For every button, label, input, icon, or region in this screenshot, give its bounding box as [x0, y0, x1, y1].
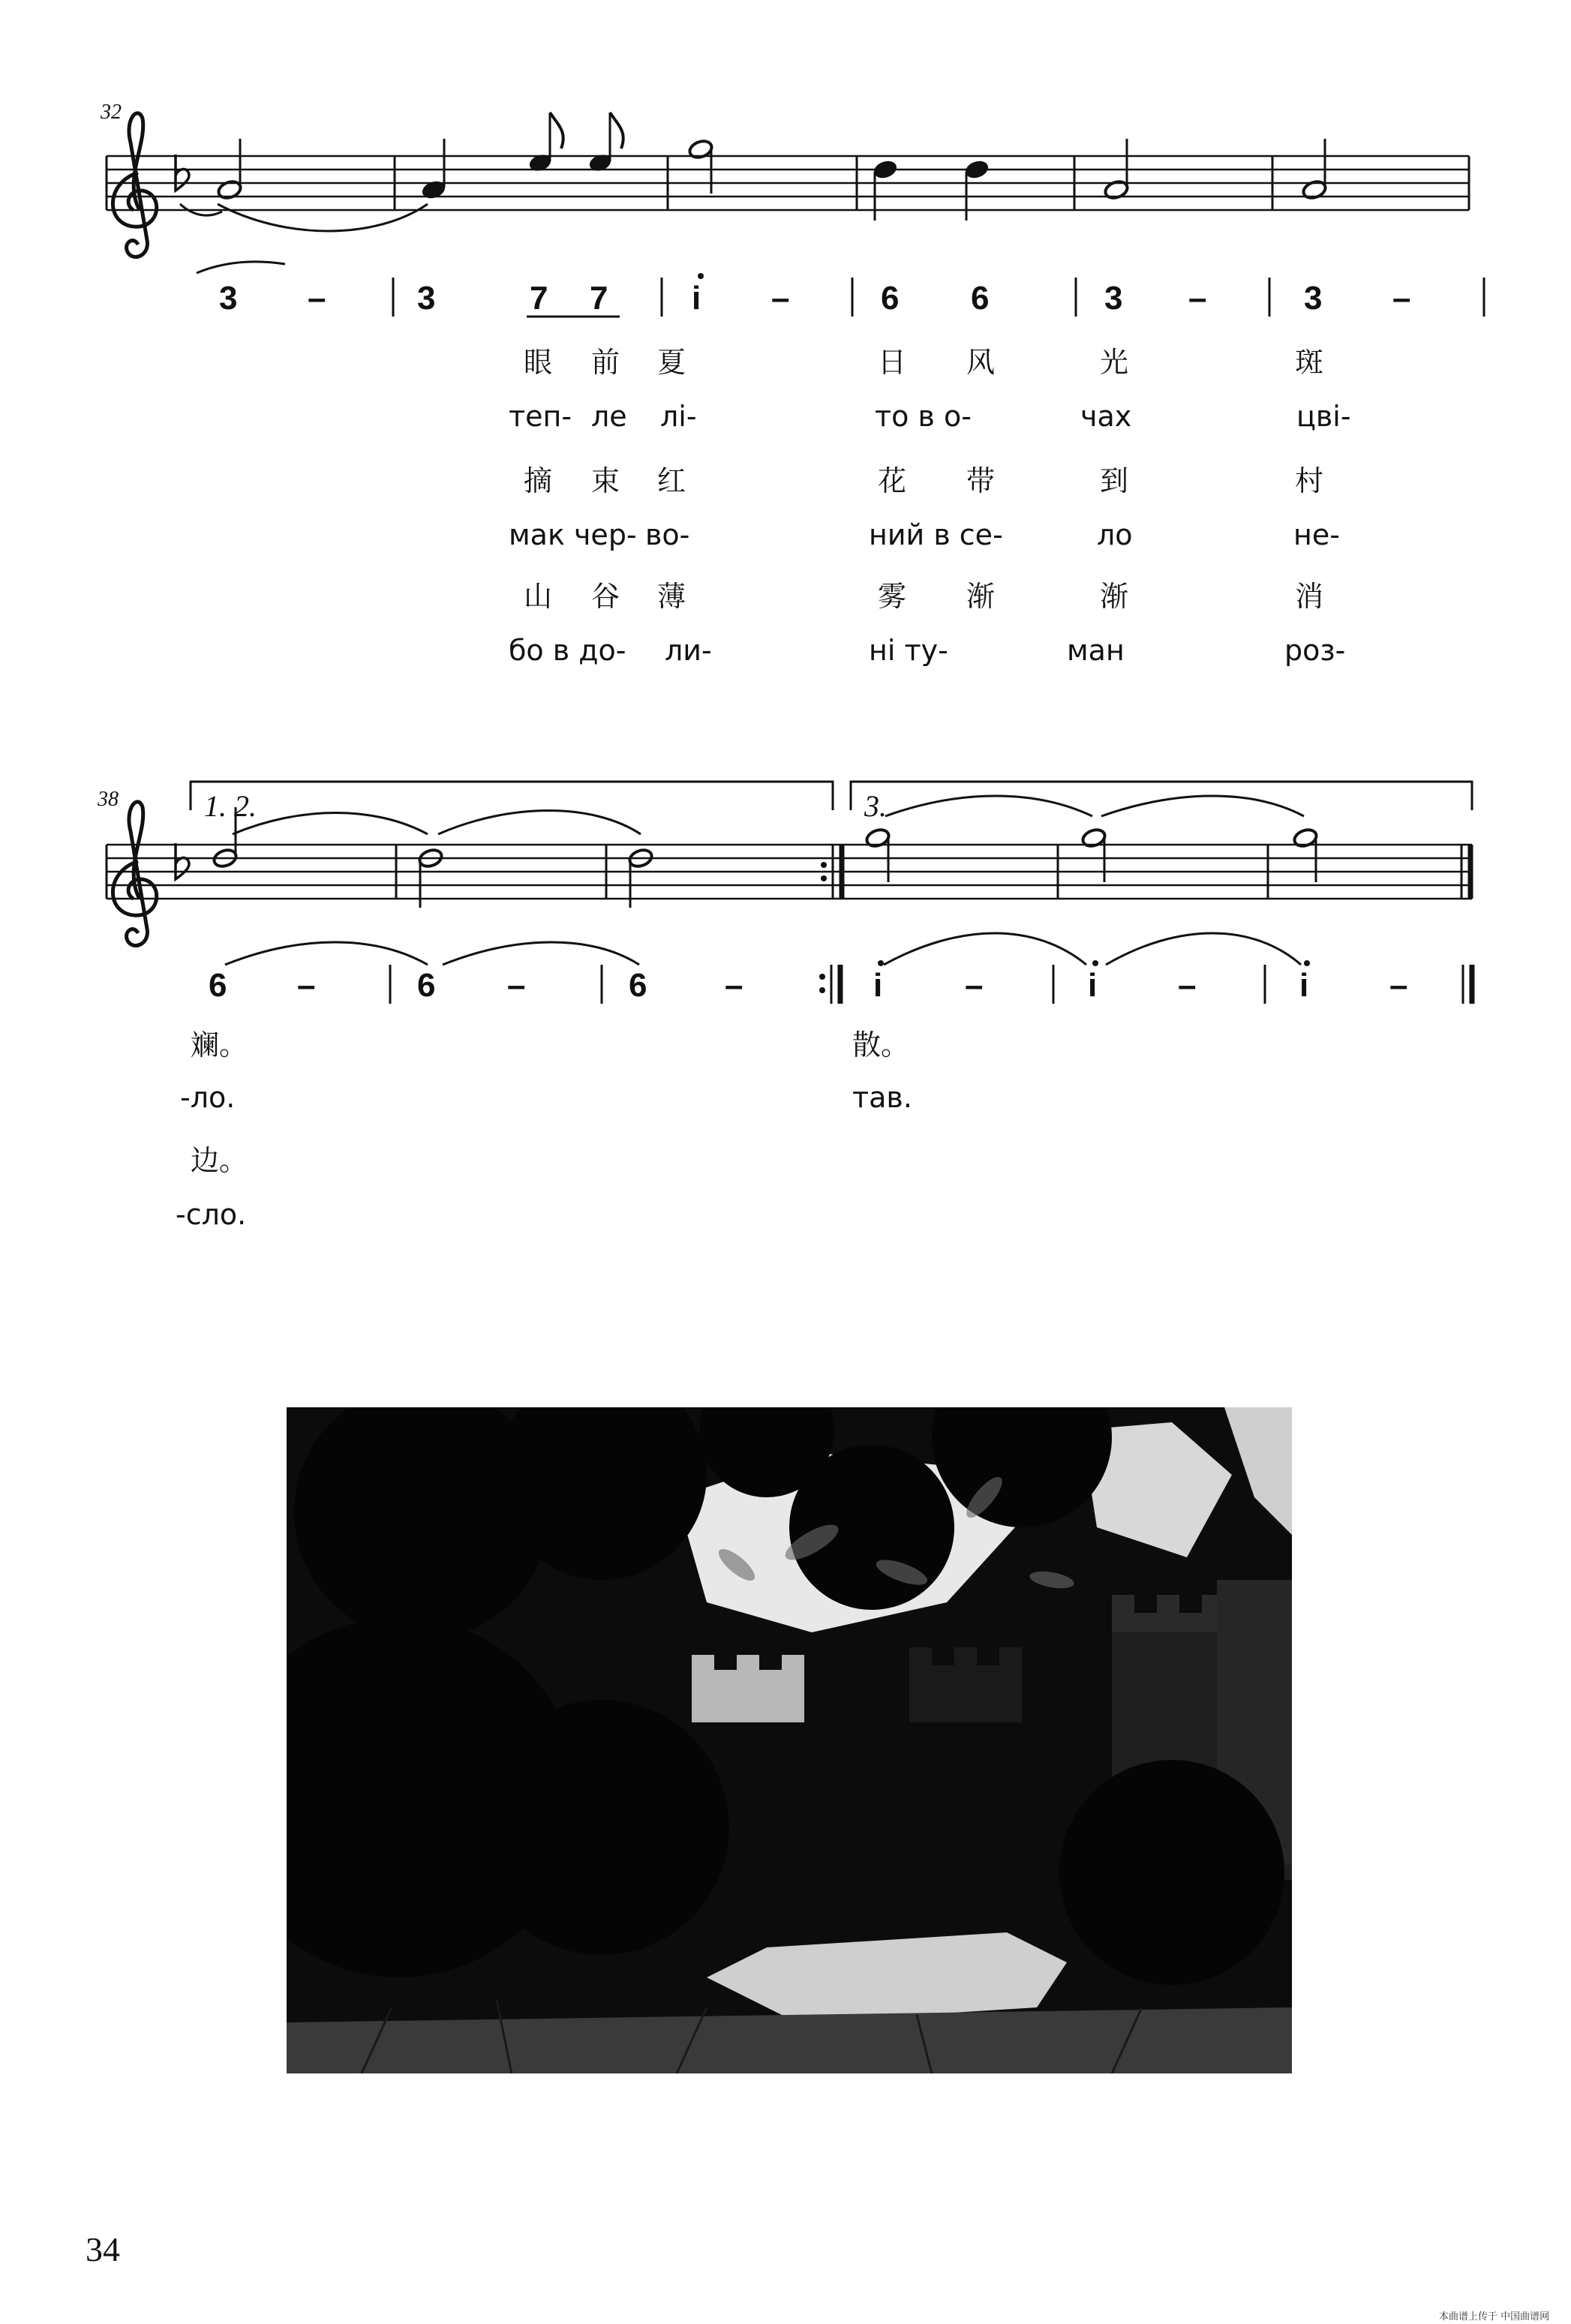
svg-text:i: i [873, 967, 883, 1004]
svg-text:во-: во- [645, 518, 690, 551]
svg-text:–: – [297, 967, 316, 1004]
svg-text:ли-: ли- [665, 634, 712, 667]
svg-text:渐: 渐 [966, 580, 996, 613]
svg-text:光: 光 [1100, 346, 1129, 379]
jianpu-dash: – [1392, 280, 1411, 317]
svg-text:前: 前 [591, 346, 620, 379]
measure-number-32: 32 [101, 101, 122, 124]
lyrics-verse-1-chinese [524, 346, 1323, 379]
jianpu-note: 6 [881, 280, 900, 317]
svg-text:红: 红 [657, 464, 686, 497]
slurs-1 [180, 204, 428, 231]
svg-text:薄: 薄 [657, 580, 686, 613]
svg-text:–: – [507, 967, 526, 1004]
lyrics-verse-3-ukrainian [509, 634, 1345, 667]
svg-text:花: 花 [878, 464, 907, 497]
treble-clef-icon [113, 802, 156, 946]
measure-number-38: 38 [98, 788, 119, 811]
svg-text:–: – [965, 967, 984, 1004]
svg-text:чах: чах [1080, 400, 1132, 433]
svg-text:ні ту-: ні ту- [869, 634, 948, 667]
svg-text:не-: не- [1293, 518, 1340, 551]
svg-text:i: i [1299, 967, 1309, 1004]
svg-text:-ло.: -ло. [180, 1081, 236, 1114]
volta-3: 3. [864, 789, 887, 823]
svg-text:束: 束 [591, 464, 620, 497]
jianpu-note: 7 [590, 280, 608, 317]
jianpu-note: 7 [530, 280, 548, 317]
svg-text:–: – [725, 967, 743, 1004]
jianpu-note: 3 [417, 280, 436, 317]
svg-text:边。: 边。 [191, 1144, 248, 1177]
garden-castle-photo [287, 1407, 1292, 2073]
svg-text:ло: ло [1097, 518, 1133, 551]
jianpu-note: 3 [1104, 280, 1123, 317]
page-number: 34 [86, 2230, 120, 2268]
svg-text:мак чер-: мак чер- [509, 518, 637, 551]
lyrics-verse-2-chinese [524, 464, 1323, 497]
svg-text:渐: 渐 [1100, 580, 1129, 613]
svg-text:消: 消 [1295, 580, 1324, 613]
svg-text:ман: ман [1067, 634, 1125, 667]
jianpu-dash: – [771, 280, 790, 317]
staff-system-2 [97, 782, 1472, 1231]
jianpu-note: i [692, 280, 701, 317]
svg-text:日: 日 [878, 346, 907, 379]
staff-lines-1 [107, 156, 1469, 210]
lyrics-verse-1-ukrainian [509, 400, 1351, 433]
flat-key-signature-icon [176, 843, 189, 879]
svg-text:лі-: лі- [660, 400, 697, 433]
treble-clef-icon [113, 113, 156, 257]
svg-text:斑: 斑 [1295, 346, 1324, 379]
svg-text:夏: 夏 [657, 346, 686, 379]
jianpu-row-2 [209, 933, 1472, 1004]
svg-text:роз-: роз- [1284, 634, 1346, 667]
svg-text:摘: 摘 [524, 464, 553, 497]
svg-text:斓。: 斓。 [191, 1028, 248, 1061]
svg-text:i: i [1088, 967, 1098, 1004]
svg-text:тав.: тав. [852, 1081, 912, 1114]
jianpu-note: 3 [219, 280, 238, 317]
jianpu-dash: – [1188, 280, 1207, 317]
svg-text:6: 6 [629, 967, 647, 1004]
svg-text:6: 6 [417, 967, 436, 1004]
lyrics-system-2 [176, 1028, 912, 1231]
svg-text:теп-: теп- [509, 400, 572, 433]
lyrics-verse-2-ukrainian [509, 518, 1340, 551]
staff-system-1 [100, 101, 1484, 667]
svg-text:风: 风 [966, 346, 996, 379]
jianpu-note: 3 [1304, 280, 1323, 317]
svg-text:散。: 散。 [852, 1028, 910, 1061]
watermark: 本曲谱上传于 中国曲谱网 [1439, 2311, 1550, 2322]
svg-text:цві-: цві- [1296, 400, 1351, 433]
jianpu-note: 6 [971, 280, 990, 317]
svg-text:雾: 雾 [878, 580, 907, 613]
svg-text:–: – [1178, 967, 1197, 1004]
svg-text:带: 带 [966, 464, 996, 497]
svg-text:到: 到 [1100, 464, 1129, 497]
svg-text:村: 村 [1295, 464, 1324, 497]
svg-text:眼: 眼 [524, 346, 553, 379]
svg-text:ле: ле [591, 400, 627, 433]
lyrics-verse-3-chinese [524, 580, 1323, 613]
svg-text:то в о-: то в о- [875, 400, 972, 433]
ties-2 [233, 796, 1304, 834]
volta-1-2: 1. 2. [204, 789, 257, 823]
svg-text:–: – [1389, 967, 1408, 1004]
svg-text:山: 山 [524, 580, 553, 613]
notes-1 [216, 113, 1327, 221]
jianpu-row-1 [197, 262, 1484, 317]
svg-text:бо в до-: бо в до- [509, 634, 626, 667]
svg-text:-сло.: -сло. [176, 1198, 247, 1231]
svg-text:6: 6 [209, 967, 227, 1004]
svg-text:ний в се-: ний в се- [869, 518, 1003, 551]
flat-key-signature-icon [176, 155, 189, 191]
svg-text:谷: 谷 [591, 580, 620, 613]
jianpu-dash: – [308, 280, 326, 317]
